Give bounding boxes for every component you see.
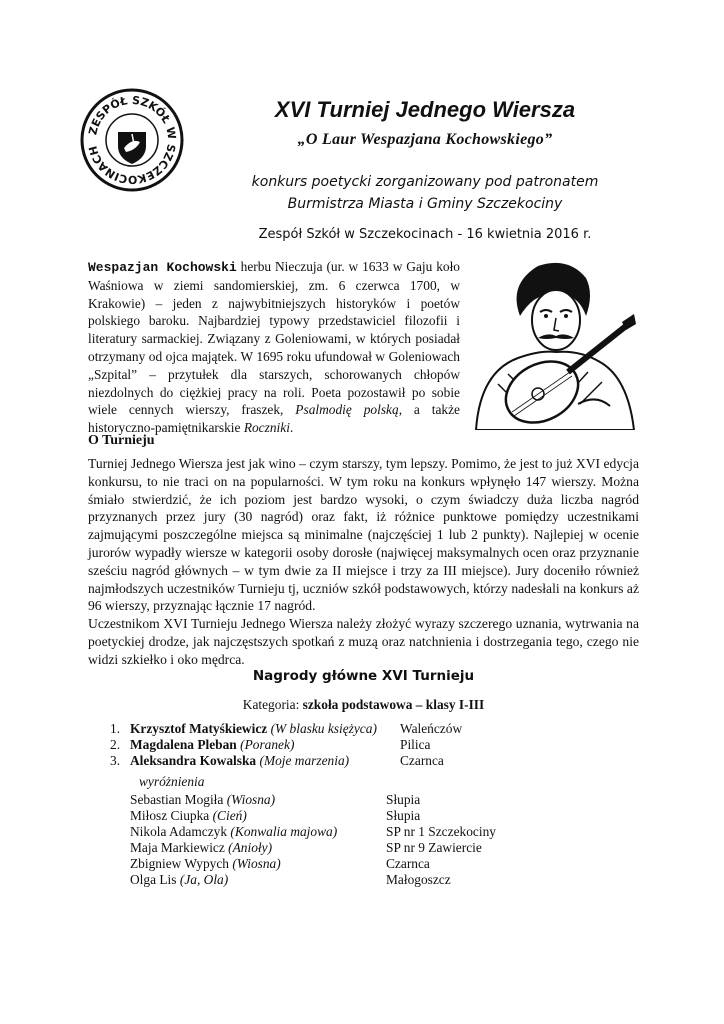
honorable-name: Olga Lis: [130, 872, 177, 887]
winner-number: 3.: [110, 753, 121, 768]
bio-text-3: .: [289, 420, 294, 436]
bio-name: Wespazjan Kochowski: [88, 260, 237, 275]
honorable-poem: (Cień): [212, 808, 247, 823]
honorable-place: Małogoszcz: [386, 872, 451, 887]
honorable-name: Maja Markiewicz: [130, 840, 225, 855]
honorable-name: Miłosz Ciupka: [130, 808, 210, 823]
category-label: Kategoria:: [242, 697, 303, 712]
awards-title: Nagrody główne XVI Turnieju: [252, 668, 475, 684]
category-line: [88, 697, 639, 713]
honorable-poem: (Wiosna): [226, 792, 276, 807]
honorable-name: Zbigniew Wypych: [130, 856, 229, 871]
honorable-place: SP nr 9 Zawiercie: [386, 840, 482, 855]
category-value: szkoła podstawowa – klasy I-III: [302, 697, 485, 712]
winner-number: 2.: [110, 737, 121, 752]
bio-text-2: , a także historyczno-pamiętnikarskie: [88, 402, 461, 436]
patronage-line-2: Burmistrza Miasta i Gminy Szczekociny: [287, 196, 563, 212]
winner-place: Pilica: [400, 737, 431, 752]
winner-entry: [130, 721, 377, 737]
biography-paragraph: [88, 258, 460, 437]
logo-ring-text: ZESPÓŁ SZKÓŁ W SZCZEKOCINACH: [86, 93, 179, 187]
honorable-place: SP nr 1 Szczekociny: [386, 824, 496, 839]
about-text: [88, 455, 639, 669]
honorable-name: Nikola Adamczyk: [130, 824, 228, 839]
page-subtitle: „O Laur Wespazjana Kochowskiego”: [297, 131, 553, 148]
page-title: XVI Turniej Jednego Wiersza: [274, 97, 576, 122]
bio-italic-1: Psalmodię polską: [295, 402, 399, 418]
winner-place: Czarnca: [400, 753, 444, 768]
honorable-poem: (Wiosna): [232, 856, 281, 871]
about-heading: O Turnieju: [88, 433, 155, 448]
honorable-place: Słupia: [386, 808, 421, 823]
winner-poem: (W blasku księżyca): [270, 721, 377, 736]
winner-name: Aleksandra Kowalska: [130, 753, 257, 768]
winner-poem: (Moje marzenia): [259, 753, 350, 768]
bio-text-1: herbu Nieczuja (ur. w 1633 w Gaju koło Waśniowa w ziemi sandomierskiej, zm. 6 czerwca 1700, w Krakowie) – jeden z najwybitniejszych historyków i poetów polskiego baroku. Najbardziej typowy przedstawiciel filozofii i literatury sarmackiej. Związany z Goleniowami, w których posiadał otrzymany od ojca majątek. W 1695 roku ufundował w Goleniowach „Szpital” – przytułek dla starszych, schorowanych chłopów niezdolnych do ciężkiej pracy na roli. Poeta pozostawił po sobie wiele cennych wierszy, fraszek,: [88, 259, 461, 418]
about-paragraph-1: Turniej Jednego Wiersza jest jak wino – czym starszy, tym lepszy. Pomimo, że jest to już XVI edycja konkursu, to nie traci on na popularności. W tym roku na konkurs wpłynęło 147 wierszy. Można śmiało stwierdzić, że ich poziom jest bardzo wysoki, o czym świadczy duża liczba nagród przyznanych przez jury (30 nagród) oraz fakt, iż różnice punktowe pomiędzy uczestnikami zajmującymi poszczególne miejsca są minimalne (najczęściej 1 lub 2 punkty). Najlepiej w ocenie jurorów wypadły wiersze w kategorii osoby dorosłe (najwięcej maksymalnych ocen oraz przyznanie sześciu nagród głównych – w tym dwie za II miejsce i trzy za III miejsce). Jury doceniło również najmłodszych uczestników Turnieju tj, uczniów szkół podstawowych, którzy nadesłali na konkurs aż 96 wierszy, przyznając łącznie 17 nagród.: [88, 456, 639, 614]
honorable-mentions-label: wyróżnienia: [139, 774, 205, 789]
honorable-entry: [130, 840, 272, 856]
about-paragraph-2: Uczestnikom XVI Turnieju Jednego Wiersza należy złożyć wyrazy szczerego uznania, wytrwania na poetyckiej drodze, jak najczęstszych spotkań z muzą oraz natchnienia i dostrzegania tego, czego nie widzi szkiełko i oko mędrca.: [88, 616, 639, 667]
bio-italic-2: Roczniki: [243, 420, 290, 436]
winner-place: Waleńczów: [400, 721, 463, 736]
honorable-poem: (Ja, Ola): [179, 872, 229, 887]
school-logo-emblem: [80, 88, 184, 192]
winner-name: Krzysztof Matyśkiewicz: [130, 721, 268, 736]
winner-number: 1.: [110, 721, 121, 736]
honorable-entry: [130, 856, 281, 872]
honorable-entry: [130, 792, 275, 808]
school-logo: [80, 88, 184, 192]
portrait-illustration: [468, 254, 638, 430]
honorable-place: Czarnca: [386, 856, 430, 871]
winner-poem: (Poranek): [240, 737, 295, 752]
winner-entry: [130, 737, 294, 753]
winner-name: Magdalena Pleban: [130, 737, 237, 752]
honorable-entry: [130, 808, 247, 824]
honorable-entry: [130, 824, 337, 840]
honorable-poem: (Konwalia majowa): [230, 824, 338, 839]
honorable-name: Sebastian Mogiła: [130, 792, 224, 807]
honorable-place: Słupia: [386, 792, 421, 807]
honorable-poem: (Anioły): [228, 840, 273, 855]
winner-entry: [130, 753, 349, 769]
honorable-entry: [130, 872, 228, 888]
patronage-line-1: konkurs poetycki zorganizowany pod patronatem: [251, 174, 599, 190]
portrait-drawing: [468, 254, 638, 430]
date-line: Zespół Szkół w Szczekocinach - 16 kwietnia 2016 r.: [258, 227, 592, 242]
